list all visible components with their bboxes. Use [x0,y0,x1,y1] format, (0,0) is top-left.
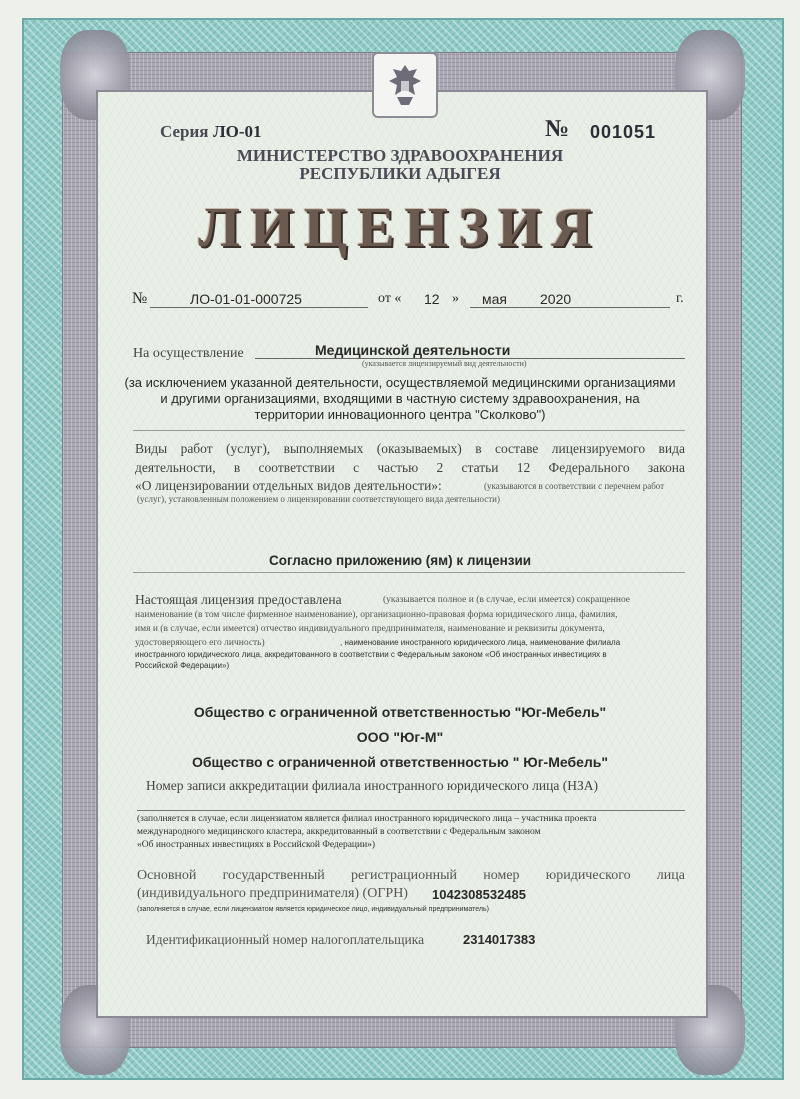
granted-line4b: , наименование иностранного юридического лица, наименование филиала [340,638,621,647]
date-year-suffix: г. [676,291,684,306]
works-line3-note: (указываются в соответствии с перечнем работ [484,481,665,491]
date-day: 12 [424,291,440,307]
coat-of-arms-icon [372,52,438,118]
date-year: 2020 [540,291,572,307]
activity-note-line1: (за исключением указанной деятельности, осуществляемой медицинскими организациями [124,375,676,390]
form-number: 001051 [590,122,657,142]
activity-separator [133,430,685,431]
ogrn-note: (заполняется в случае, если лицензиатом является юридическое лицо, индивидуальный предприниматель) [137,906,489,913]
activity-caption: (указывается лицензируемый вид деятельности) [362,359,527,368]
license-number-label: № [132,290,148,307]
inn-value: 2314017383 [463,932,536,947]
license-number: ЛО-01-01-000725 [190,291,302,307]
company-full-name: Общество с ограниченной ответственностью "Юг-Мебель" [193,704,607,720]
series-label: Серия [160,122,209,141]
works-line3: «О лицензировании отдельных видов деятельности»: [135,478,442,493]
granted-line2: наименование (в том числе фирменное наименование), организационно-правовая форма юридического лица, фамилия, [135,610,618,620]
ministry-name-line1: МИНИСТЕРСТВО ЗДРАВООХРАНЕНИЯ [236,146,564,165]
activity-note-line3: территории инновационного центра "Сколково") [254,407,546,422]
activity-note-line2: и другими организациями, входящими в частную систему здравоохранения, на [160,391,640,406]
date-from-label: от « [378,291,402,306]
granted-line6: Российской Федерации») [135,661,230,670]
license-number-underline [150,307,368,308]
company-brand-name: Общество с ограниченной ответственностью " Юг-Мебель" [191,754,609,770]
works-value: Согласно приложению (ям) к лицензии [268,553,532,568]
nza-underline [137,810,685,811]
date-underline [470,307,670,308]
granted-line1-note: (указывается полное и (в случае, если имеется) сокращенное [383,595,631,605]
activity-value: Медицинской деятельности [315,342,511,358]
ministry-name-line2: РЕСПУБЛИКИ АДЫГЕЯ [299,164,501,183]
inn-label: Идентификационный номер налогоплательщика [146,932,425,947]
nza-note-line2: международного медицинского кластера, аккредитованный в соответствии с Федеральным законом [137,827,541,837]
nza-label: Номер записи аккредитации филиала иностранного юридического лица (НЗА) [146,778,598,793]
granted-line1: Настоящая лицензия предоставлена [135,592,342,607]
works-line4-note: (услуг), установленным положением о лицензировании соответствующего вида деятельности) [137,494,500,504]
series-value: ЛО-01 [213,122,262,141]
number-sign: № [545,116,570,142]
nza-note-line3: «Об иностранных инвестициях в Российской Федерации») [137,840,376,850]
granted-line3: имя и (в случае, если имеется) отчество индивидуального предпринимателя, наименование и реквизиты документа, [135,624,605,634]
works-line2: деятельности, в соответствии с частью 2 статьи 12 Федерального закона [135,460,685,475]
activity-label: На осуществление [133,346,244,361]
works-separator [133,572,685,573]
ogrn-line1: Основной государственный регистрационный номер юридического лица [137,868,685,883]
company-short-name: ООО "Юг-М" [356,729,444,745]
ogrn-line2: (индивидуального предпринимателя) (ОГРН) [137,886,408,901]
granted-line5: иностранного юридического лица, аккредитованного в соответствии с Федеральным законом «Об иностранных инвестициях в [135,650,607,659]
ogrn-value: 1042308532485 [432,887,526,902]
works-line1: Виды работ (услуг), выполняемых (оказываемых) в составе лицензируемого вида [135,441,685,456]
date-month: мая [482,291,507,307]
document-title: ЛИЦЕНЗИЯ [198,197,602,259]
granted-line4: удостоверяющего его личность) [135,638,265,648]
date-day-close: » [452,291,459,306]
nza-note-line1: (заполняется в случае, если лицензиатом является филиал иностранного юридического лица – участника проекта [137,814,597,824]
